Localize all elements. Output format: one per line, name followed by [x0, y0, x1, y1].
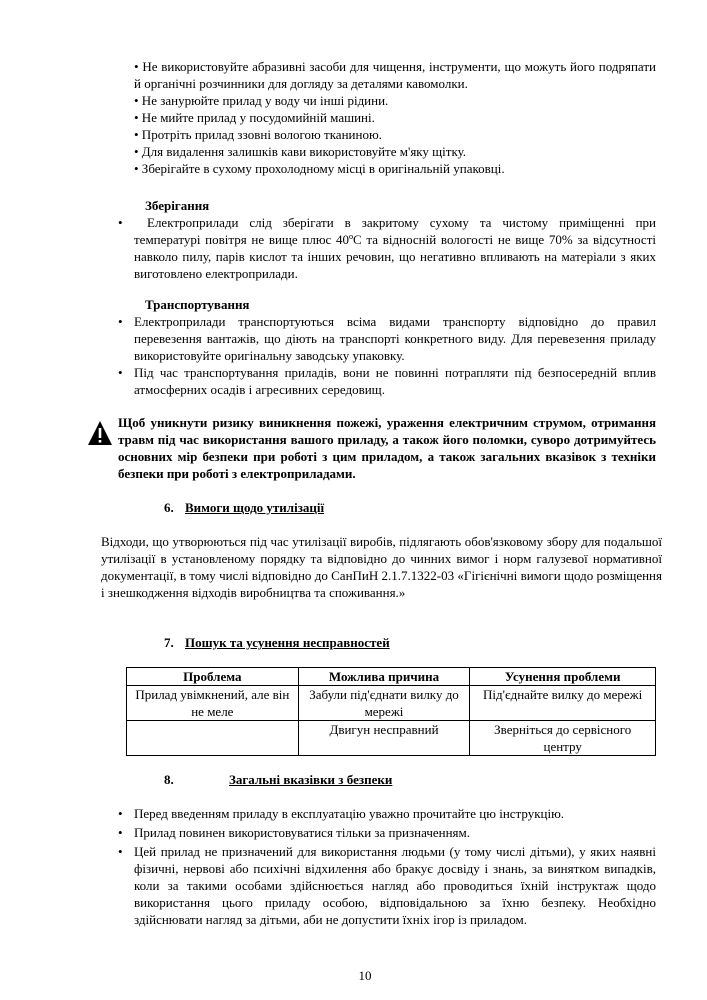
table-header-row	[127, 668, 656, 686]
bullet: •	[118, 215, 123, 230]
section-7-title: Пошук та усунення несправностей	[185, 635, 390, 650]
transport-item-2: Під час транспортування приладів, вони не повинні потрапляти під безпосередній вплив атмосферних осадів і агресивних середовищ.	[134, 365, 656, 397]
bullet: •	[118, 806, 123, 821]
table-row	[127, 686, 656, 721]
section-6-text: Відходи, що утворюються під час утилізації виробів, підлягають обов'язковому збору для подальшої утилізації в установленому порядку та відповідно до чинних вимог і норм галузевої нормативної документації, в тому числі відповідно до СанПиН 2.1.7.1322-03 «Гігієнічні вимоги щодо розміщення і знешкодження відходів виробництва та споживання.»	[101, 534, 662, 600]
table-header-cell: Можлива причина	[298, 668, 470, 686]
table-cell: Двигун несправний	[298, 721, 470, 756]
table-row	[127, 721, 656, 756]
section-8-item-2: Прилад повинен використовуватися тільки за призначенням.	[134, 825, 470, 840]
table-header-cell: Усунення проблеми	[470, 668, 656, 686]
troubleshooting-table	[126, 667, 656, 756]
cleaning-bullet-2: • Не занурюйте прилад у воду чи інші рідини.	[134, 93, 389, 108]
page-number: 10	[358, 968, 372, 983]
warning-icon	[87, 420, 113, 446]
bullet: •	[118, 844, 123, 859]
storage-heading: Зберігання	[145, 198, 210, 213]
section-8-title: Загальні вказівки з безпеки	[229, 772, 393, 787]
cleaning-bullet-4: • Протріть прилад ззовні вологою тканиною.	[134, 127, 382, 142]
section-8-number: 8.	[164, 772, 174, 787]
cleaning-bullet-5: • Для видалення залишків кави використовуйте м'яку щітку.	[134, 144, 467, 159]
cleaning-bullet-3: • Не мийте прилад у посудомийній машині.	[134, 110, 375, 125]
table-header-cell: Проблема	[127, 668, 299, 686]
section-7-number: 7.	[164, 635, 174, 650]
table-cell: Забули під'єднати вилку до мережі	[298, 686, 470, 721]
storage-text: Електроприлади слід зберігати в закритому сухому та чистому приміщенні при температурі повітря не вище плюс 40ºС та відносній вологості не вище 70% за відсутності навколо пилу, парів кислот та інших речовин, що негативно впливають на матеріали з яких виготовлено електроприлади.	[134, 215, 656, 281]
cleaning-bullet-1: • Не використовуйте абразивні засоби для чищення, інструменти, що можуть його подряпати й органічні розчинники для догляду за деталями кавомолки.	[134, 59, 656, 91]
table-cell: Прилад увімкнений, але він не меле	[127, 686, 299, 721]
table-cell	[127, 721, 299, 756]
section-6-title: Вимоги щодо утилізації	[185, 500, 325, 515]
transport-item-1: Електроприлади транспортуються всіма видами транспорту відповідно до правил перевезення вантажів, що діють на транспорті конкретного виду. Для перевезення приладу використовуйте оригінальну заводську упаковку.	[134, 314, 656, 363]
section-8-item-3: Цей прилад не призначений для використання людьми (у тому числі дітьми), у яких наявні фізичні, нервові або психічні відхилення або бракує досвіду і знань, за винятком випадків, коли за такими особами здійснюється нагляд або проводиться їхній інструктаж щодо використання цього приладу особою, відповідальною за їхню безпеку. Необхідно здійснювати нагляд за дітьми, аби не допустити їхніх ігор із приладом.	[134, 844, 656, 927]
bullet: •	[118, 825, 123, 840]
bullet: •	[118, 365, 123, 380]
section-6-number: 6.	[164, 500, 174, 515]
transport-heading: Транспортування	[145, 297, 250, 312]
table-cell: Під'єднайте вилку до мережі	[470, 686, 656, 721]
section-8-item-1: Перед введенням приладу в експлуатацію уважно прочитайте цю інструкцію.	[134, 806, 565, 821]
table-cell: Зверніться до сервісного центру	[470, 721, 656, 756]
cleaning-bullet-6: • Зберігайте в сухому прохолодному місці в оригінальній упаковці.	[134, 161, 505, 176]
warning-text: Щоб уникнути ризику виникнення пожежі, ураження електричним струмом, отримання травм під час використання вашого приладу, а також його поломки, суворо дотримуйтесь основних мір безпеки при роботі з цим приладом, а також загальних вказівок з техніки безпеки при роботі з електроприладами.	[118, 415, 656, 481]
bullet: •	[118, 314, 123, 329]
